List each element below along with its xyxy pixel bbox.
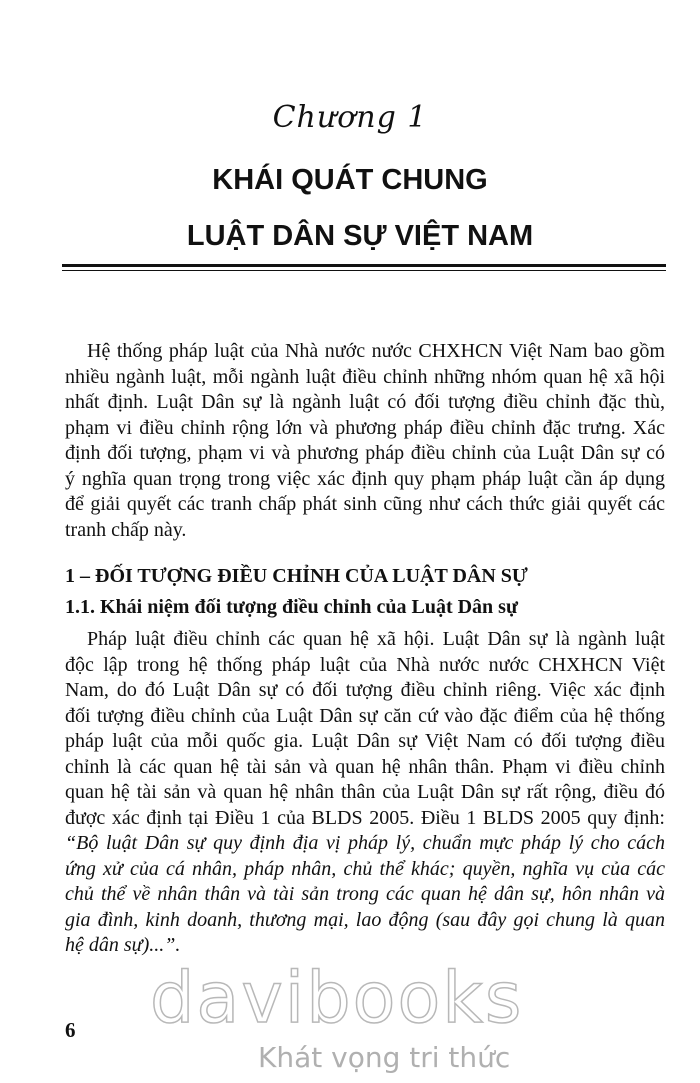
text-line: tranh chấp này. [65,518,187,541]
intro-paragraph [65,339,665,543]
text-line: chủ thể về nhân thân và tài sản trong các quan hệ dân sự, hôn nhân và [65,883,665,905]
text-line: Hệ thống pháp luật của Nhà nước nước CHXHCN Việt Nam bao gồm [87,340,665,362]
text-line: đối tượng điều chỉnh của Luật Dân sự căn cứ vào đặc điểm của hệ thống [65,704,665,727]
chapter-title-line-2: LUẬT DÂN SỰ VIỆT NAM [186,220,534,252]
text-line: được xác định tại Điều 1 của BLDS 2005. Điều 1 BLDS 2005 quy định: [65,806,665,829]
chapter-label: Chương 1 [272,100,428,135]
watermark-brand: davibooks [150,957,524,1039]
text-line: nhiều ngành luật, mỗi ngành luật điều chỉnh những nhóm quan hệ xã hội [65,365,665,388]
text-line: độc lập trong hệ thống pháp luật của Nhà nước nước CHXHCN Việt [65,653,665,676]
text-line: pháp luật của mỗi quốc gia. Luật Dân sự Việt Nam có đối tượng điều [65,730,665,752]
text-line: gia đình, kinh doanh, thương mại, lao động (sau đây gọi chung là quan [65,908,665,931]
text-line: hệ dân sự)...”. [65,934,181,956]
watermark-slogan: Khát vọng tri thức [258,1041,511,1074]
text-line: ý nghĩa quan trọng trong việc xác định quy phạm pháp luật cần áp dụng [65,467,665,490]
text-line: Nam, do đó Luật Dân sự có đối tượng điều chỉnh riêng. Việc xác định [65,679,665,701]
text-line: để giải quyết các tranh chấp phát sinh cũng như cách thức giải quyết các [65,493,665,515]
title-divider [62,264,666,272]
text-line: chỉnh là các quan hệ tài sản và quan hệ nhân thân. Phạm vi điều chỉnh [65,755,665,778]
page-number: 6 [65,1018,76,1042]
text-line: “Bộ luật Dân sự quy định địa vị pháp lý, chuẩn mực pháp lý cho cách [65,832,665,854]
text-line: ứng xử của cá nhân, pháp nhân, chủ thể khác; quyền, nghĩa vụ của các [65,857,665,880]
text-line: nhất định. Luật Dân sự là ngành luật có đối tượng điều chỉnh đặc thù, [65,391,665,413]
text-line: định đối tượng, phạm vi và phương pháp điều chỉnh của Luật Dân sự có [65,442,665,464]
body-paragraph [65,627,665,959]
chapter-title-line-1: KHÁI QUÁT CHUNG [212,164,488,196]
section-heading: 1 – ĐỐI TƯỢNG ĐIỀU CHỈNH CỦA LUẬT DÂN SỰ [65,565,528,587]
text-line: Pháp luật điều chỉnh các quan hệ xã hội. Luật Dân sự là ngành luật [87,628,665,650]
text-line: phạm vi điều chỉnh rộng lớn và phương pháp điều chỉnh đặc trưng. Xác [65,416,665,439]
text-line: quan hệ tài sản và quan hệ nhân thân của Luật Dân sự rất rộng, điều đó [65,781,665,803]
subsection-heading: 1.1. Khái niệm đối tượng điều chỉnh của Luật Dân sự [65,596,518,618]
